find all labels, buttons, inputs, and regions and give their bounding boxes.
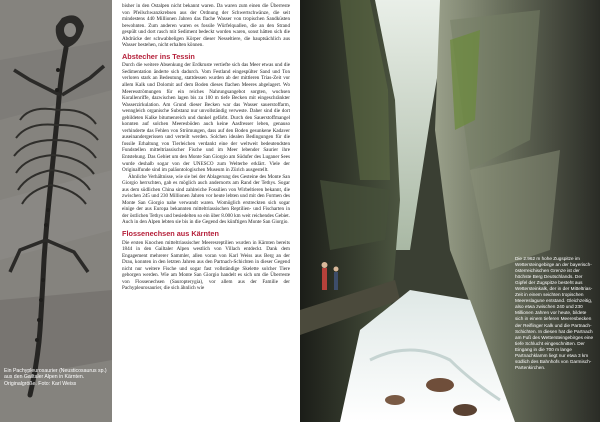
- section1-paragraph-2: Ähnliche Verhältnisse, wie sie bei der Ablagerung des Gesteine des Monte San Giorgio herrschten, gab es möglich auch andernorts am Rand der Tethys. Sogar aus dem südlichen China sind zahlreiche Fossilien von Wirbeltieren bekannt, die zwischen 245 und 230 Millionen Jahren vor heute lebten und mit den Formen des Monte San Giorgio nahe verwandt waren. Womöglich erstreckten sich sogar einige der aus Europa bekannten mitteltriassischen Reptilien- und Fischarten in der östlichen Tethys und besiedelten so ein über 8.000 km weit reichendes Gebiet. Auch in den Alpen lebten sie bis in die Gegend des künftigen Monte San Giorgio.: [122, 173, 290, 226]
- section1-paragraph-1: Durch die weitere Absenkung der Erdkruste vertiefte sich das Meer etwas und die Sedimentation änderte sich dadurch. Vom Festland eingespülter Sand und Ton verloren stark an Bedeutung, stattdessen wurden ab der mittleren Trias-Zeit vor allem Kalk und Dolomit auf dem Boden dieses flachen Meeres abgelagert. Wo Meeresströmungen für ein reiches Nahrungsangebot sorgten, wuchsen Korallenriffe, dazwischen lagen bis zu 100 m tiefe Becken mit eingeschränkter Wasserzirkulation. Am Grund dieser Becken war das Wasser sauerstoffarm, wenngleich organische Substanz nur unvollständig verweste. Daher sind die dort gebildeten Kalke bitumenreich und dunkel gefärbt. Durch den Sauerstoffmangel konnten auf solchen Meeresböden auch keine Aasfresser leben, genauso verhinderte das Fehlen von Strömungen, dass auf den Boden gesunkene Kadaver auseinandergerissen und verteilt werden. Solchen idealen Bedingungen für die fossile Erhaltung von Tierleichen verdankt eine der weltweit bedeutendsten Fundstellen mitteltriassischer Fische und im Meer lebender Saurier ihre Entstehung. Das Gebiet um den Monte San Giorgio am Südufer des Luganer Sees wurde deshalb sogar von der UNESCO zum Welterbe erklärt. Viele der Originalfunde sind im paläontologischen Museum in Zürich ausgestellt.: [122, 62, 290, 174]
- article-column: [122, 3, 290, 292]
- gorge-photo-caption: Die 2.962 m hohe Zugspitze im Wettersteingebirge an der bayerisch-österreichischen Grenze ist der höchste Berg Deutschlands. Der Gipfel der Zugspitze besteht aus Wettersteinkalk, der in der Mitteltrias-Zeit in einem seichten tropischen Meereslagune entstand. Gleichzeitig, also etwa zwischen 240 und 230 Millionen Jahren vor heute, bildete sich in einem tieferen Meeresbecken der Reiflinger Kalk und die Partnach-Schichten. In diesen hat die Partnach am Fuß des Wettersteingebirges eine tiefe Schlucht eingeschnitten. Der Eingang in die 700 m lange Partnachklamm liegt nur etwa 3 km südlich des Bahnhofs von Garmisch-Partenkirchen.: [515, 256, 594, 370]
- fossil-skeleton-image: [0, 0, 112, 422]
- section-heading-kaernten: Flossenechsen aus Kärnten: [122, 229, 219, 238]
- section2-paragraph-1: Die ersten Knochen mitteltriassischer Meeresreptilien wurden in Kärnten bereits 1844 in den Gailtaler Alpen westlich von Villach entdeckt. Dank dem Engagement mehrerer Sammler, allen voran von Karl Weiss aus Berg an der Drau, konnten in den letzten Jahren aus den Partnach-Schichten in dieser Gegend nicht nur weitere Fische und sogar fast vollständige Skelette solcher Tiere geborgen werden. Wie am Monte San Giorgio handelt es sich um die Überreste von Flossenechsen (Sauropterygia), vor allem aus der Familie der Pachypleurosaurier, die sich ähnlich wie: [122, 239, 290, 292]
- fossil-photo: [0, 0, 112, 422]
- article-page: [112, 0, 300, 422]
- intro-paragraph: bisher in den Ostalpen nicht bekannt waren. Da waren zum einen die Überreste von Pfeilschwanzkrebsen aus der Ordnung der Schwertschwänze, die seit mindestens 440 Millionen Jahren das flache Wasser von tropischen Sandküsten bewohnten. Zum anderen waren es fossile Würfelquallen, die an den Strand gespült und dort rasch mit Sediment bedeckt worden waren, sonst hätten sich die Abdrücke der schwabbeligen Körper dieser Nesseltiere, die hauptsächlich aus Wasser bestehen, nicht erhalten können.: [122, 3, 290, 49]
- section-heading-tessin: Abstecher ins Tessin: [122, 51, 195, 61]
- fossil-photo-caption: Ein Pachypleurosaurier (Neusticosaurus sp.) aus den Gailtaler Alpen in Kärnten. Originalgröße. Foto: Karl Weiss: [4, 368, 107, 387]
